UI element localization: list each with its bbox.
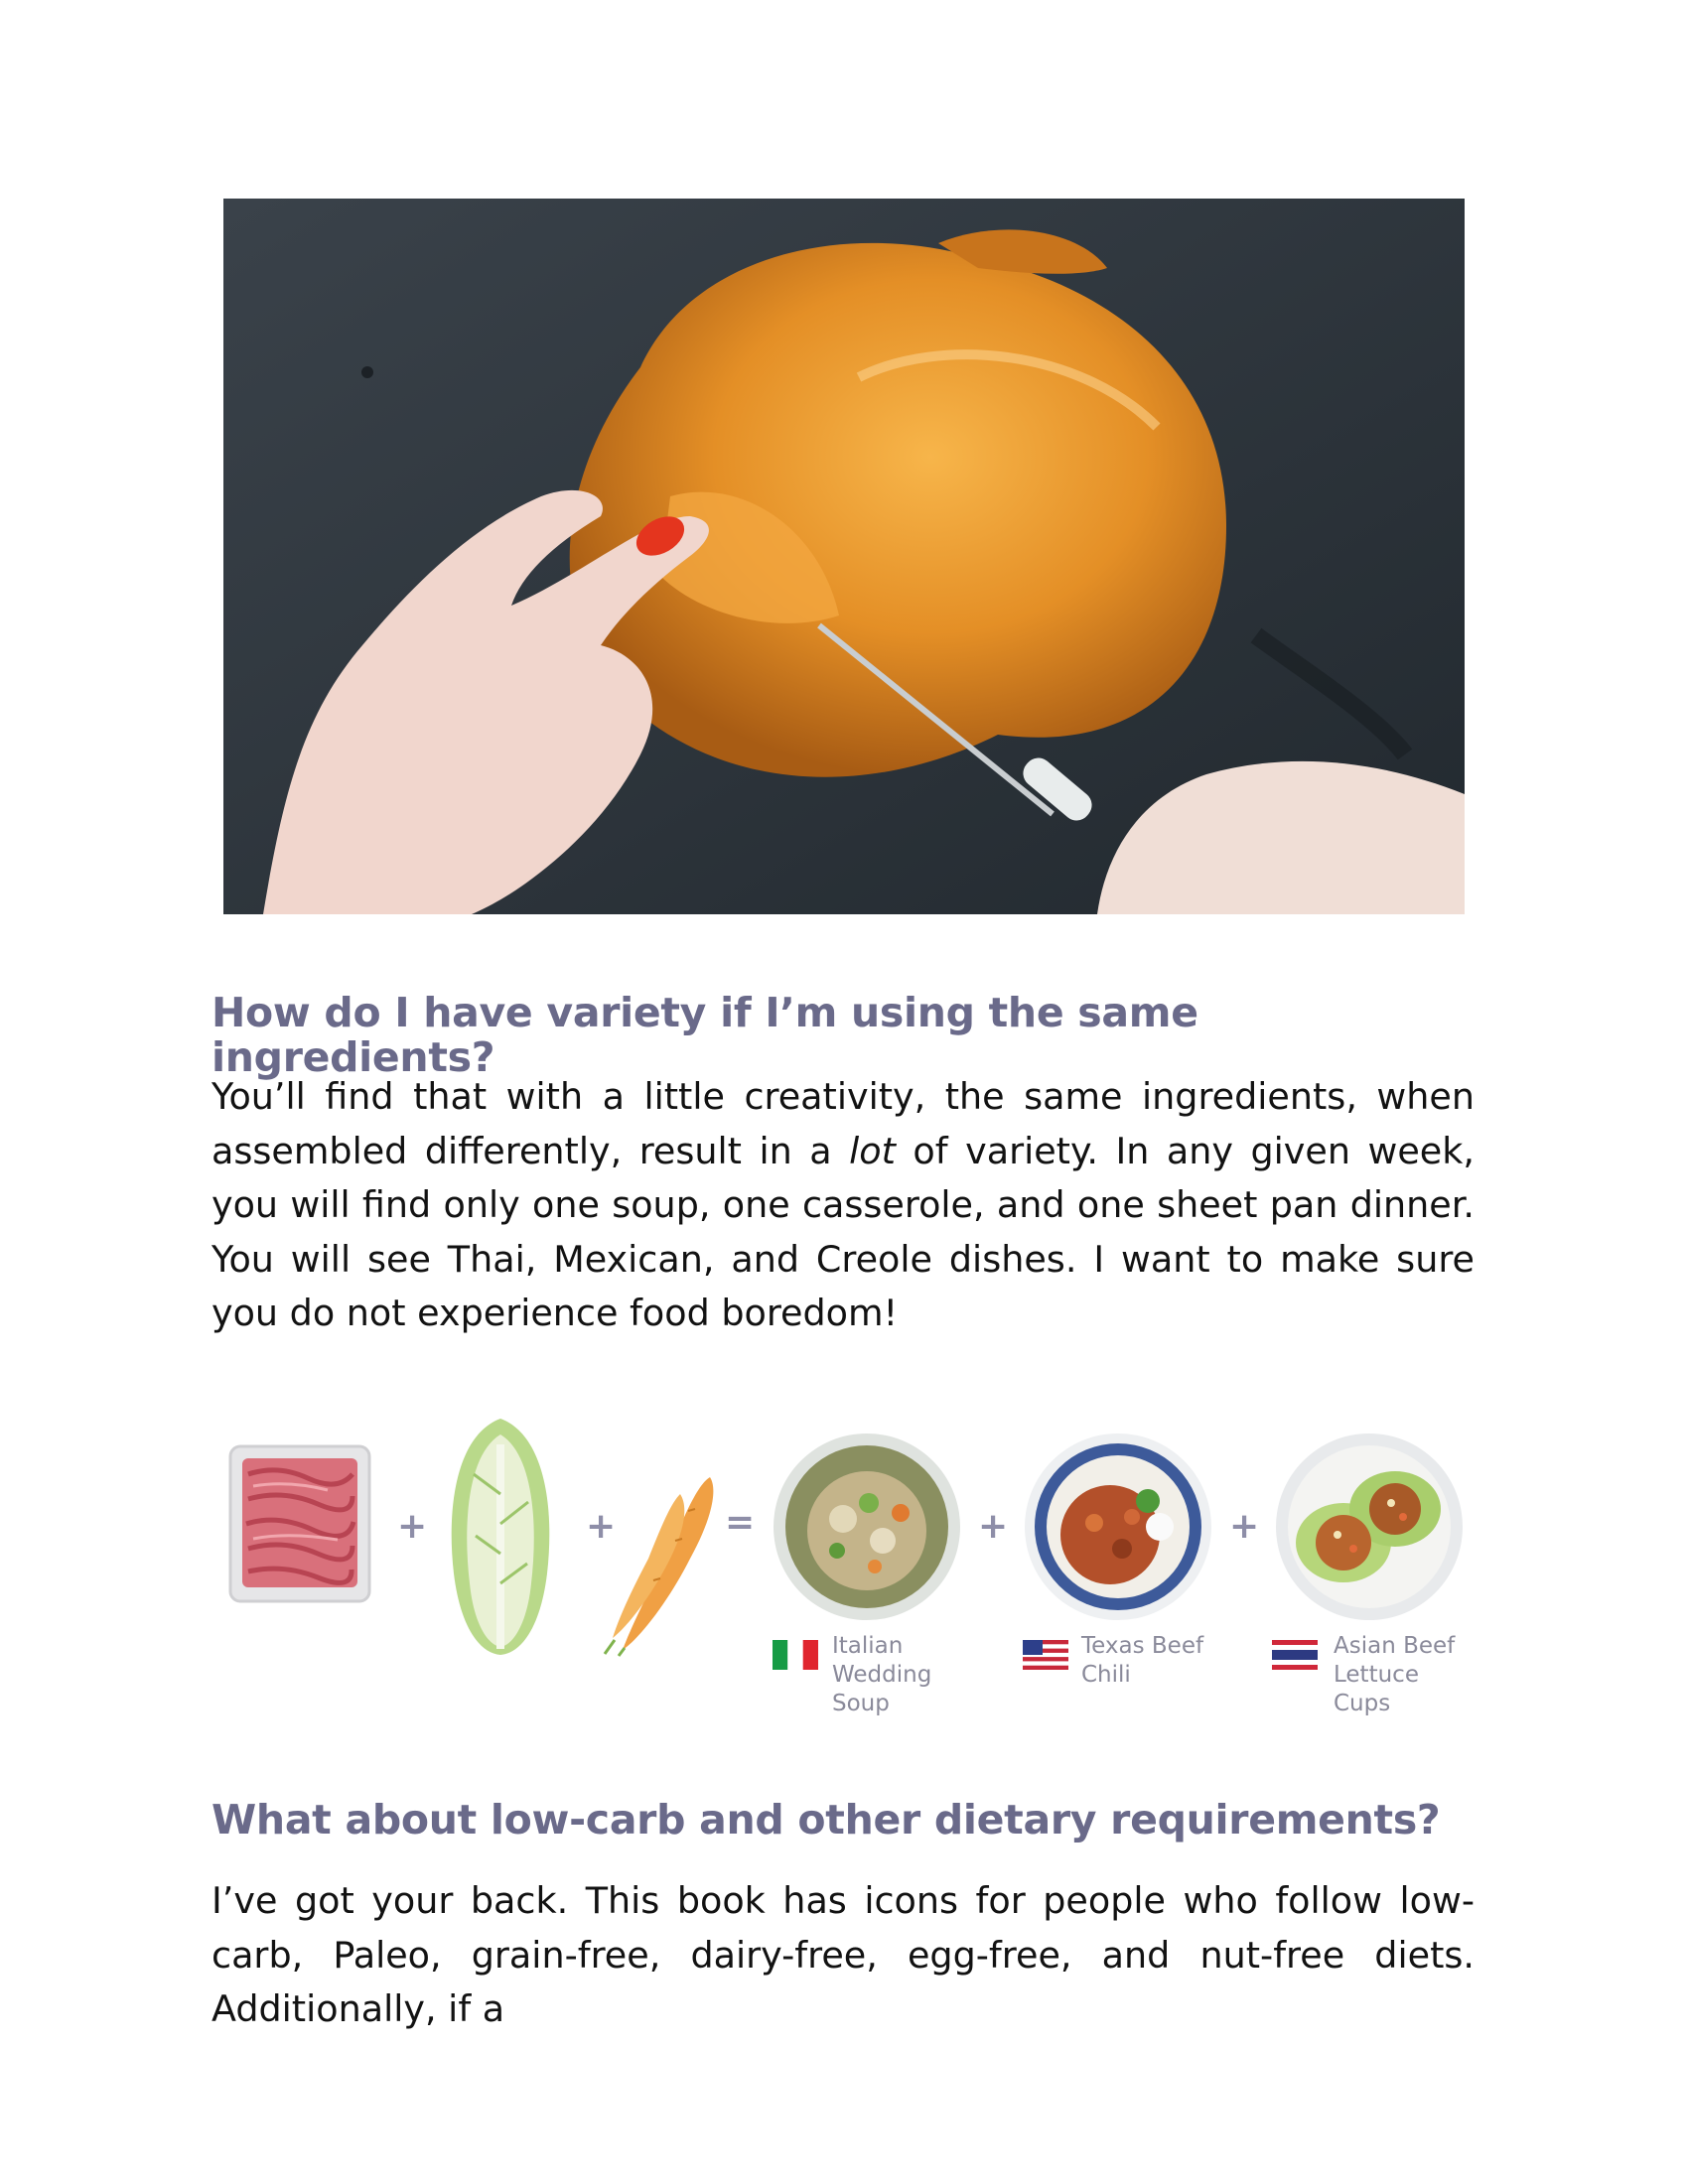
dish-label-italian-wedding-soup xyxy=(832,1632,971,1718)
dietary-paragraph: I’ve got your back. This book has icons for people who follow low-carb, Paleo, grain-free, dairy-free, egg-free, and nut-free diets. Additionally, if a xyxy=(211,1879,1475,2030)
dish-label-line: Asian Beef xyxy=(1334,1633,1456,1659)
variety-paragraph xyxy=(211,1070,1475,1341)
dish-label-line: Italian xyxy=(832,1633,904,1659)
dish-label-asian-beef-lettuce-cups xyxy=(1334,1632,1473,1718)
ground-beef-icon xyxy=(228,1444,372,1603)
dish-label-line: Lettuce xyxy=(1334,1662,1419,1688)
asian-beef-lettuce-cups-image xyxy=(1274,1432,1465,1622)
equals-operator: = xyxy=(725,1502,756,1543)
dish-label-line: Wedding xyxy=(832,1662,932,1688)
hero-photo xyxy=(223,199,1465,914)
section-heading-variety: How do I have variety if I’m using the same ingredients? xyxy=(211,989,1198,1082)
usa-flag-icon xyxy=(1023,1640,1068,1670)
section-heading-dietary: What about low-carb and other dietary requirements? xyxy=(211,1796,1441,1843)
ingredients-to-dishes-infographic xyxy=(223,1410,1475,1727)
carrots-icon xyxy=(601,1469,725,1658)
paragraph-text: You’ll find that with a little creativity, the same ingredients, when assembled differently, result in a xyxy=(211,1075,1475,1172)
italian-wedding-soup-image xyxy=(772,1432,962,1622)
roast-chicken-illustration xyxy=(223,199,1465,914)
napa-cabbage-icon xyxy=(444,1415,558,1658)
dish-label-line: Texas Beef xyxy=(1081,1633,1204,1659)
emphasis-text: lot xyxy=(849,1129,896,1172)
dish-label-line: Cups xyxy=(1334,1691,1391,1716)
texas-beef-chili-image xyxy=(1023,1432,1213,1622)
plus-operator: + xyxy=(397,1506,428,1547)
dish-label-line: Soup xyxy=(832,1691,890,1716)
thailand-flag-icon xyxy=(1272,1640,1318,1670)
plus-operator: + xyxy=(1229,1506,1260,1547)
paragraph-text: of variety. In any given week, you will find only one soup, one casserole, and one sheet pan dinner. You will see Thai, Mexican, and Creole dishes. I want to make sure you do not experience food boredom! xyxy=(211,1129,1475,1334)
dish-label-line: Chili xyxy=(1081,1662,1131,1688)
italy-flag-icon xyxy=(773,1640,818,1670)
plus-operator: + xyxy=(586,1506,617,1547)
dish-label-texas-beef-chili xyxy=(1081,1632,1220,1690)
plus-operator: + xyxy=(978,1506,1009,1547)
